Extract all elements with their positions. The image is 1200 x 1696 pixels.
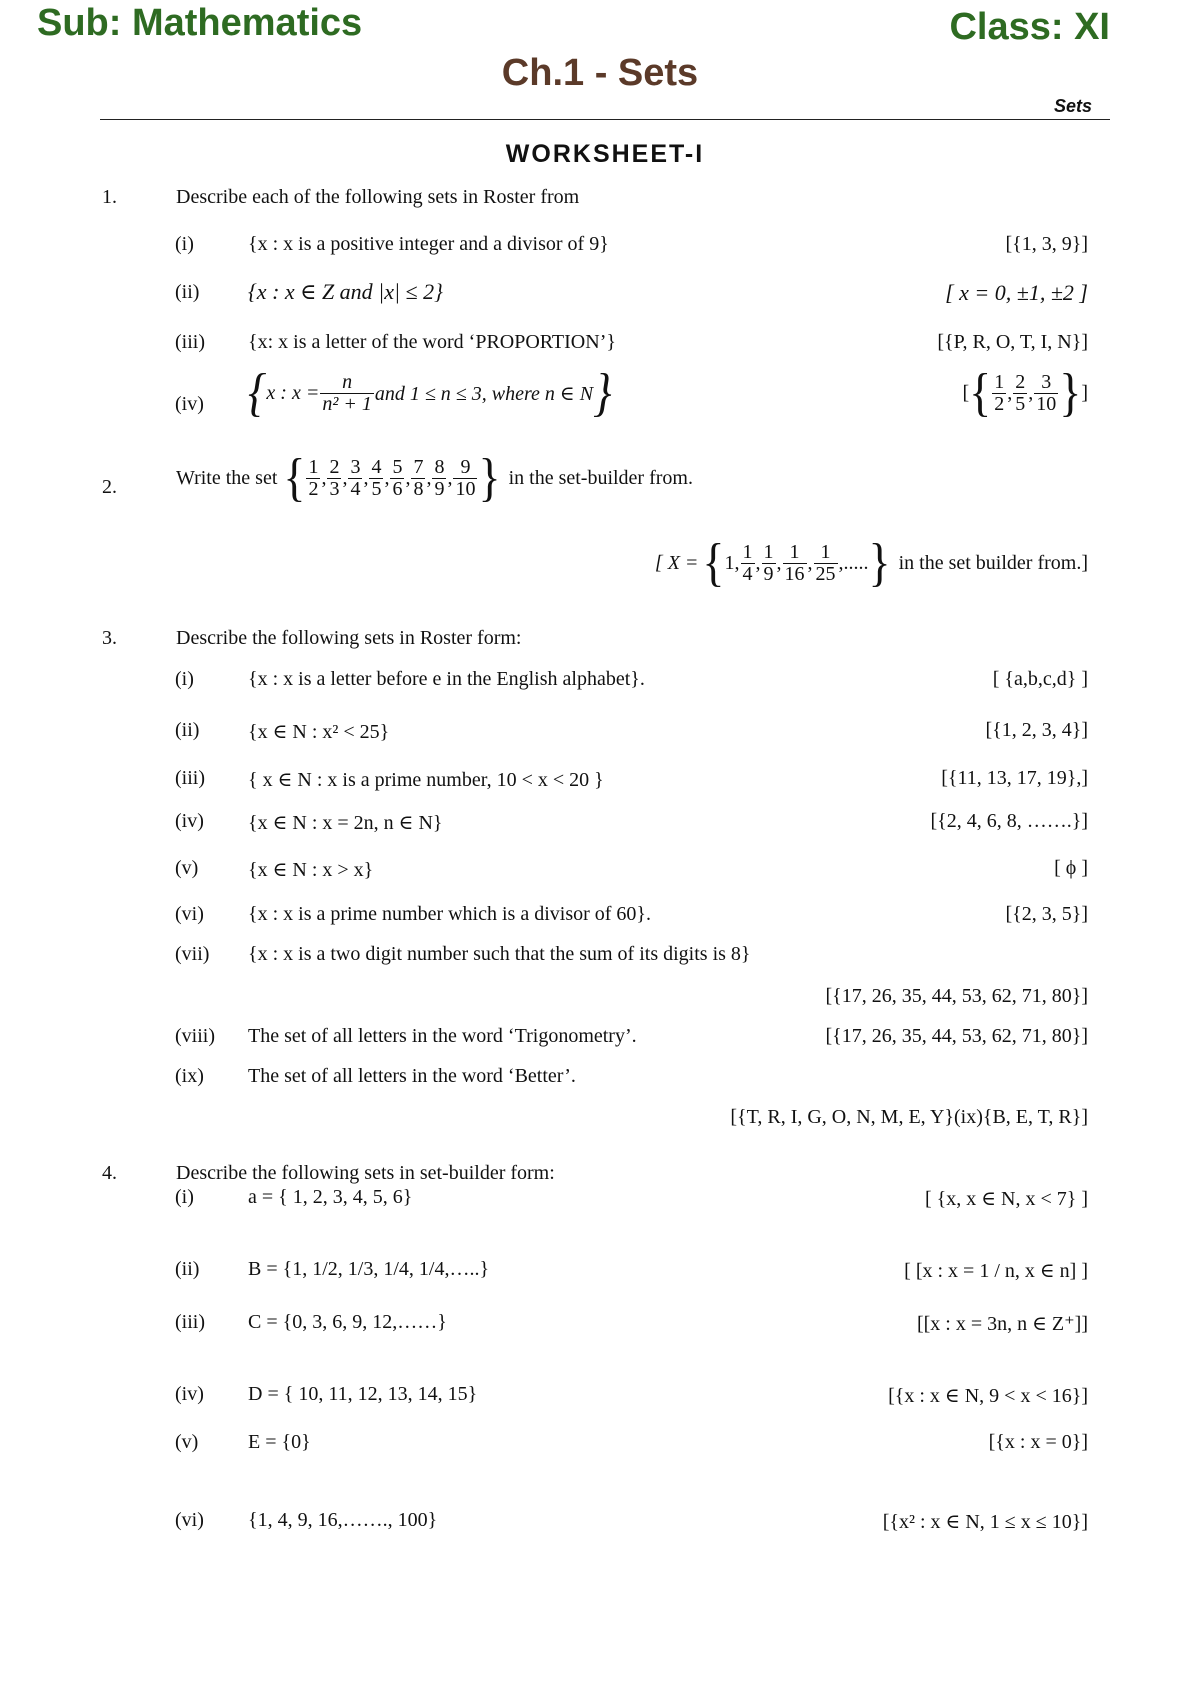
fraction: $\frac{1}{4}$ xyxy=(742,540,753,585)
q2-number: 2. xyxy=(102,476,117,498)
q3-item-answer: [{T, R, I, G, O, N, M, E, Y}(ix){B, E, T, R}] xyxy=(730,1106,1088,1128)
q3-number: 3. xyxy=(102,627,117,649)
q3-item-text: {x : x is a two digit number such that the sum of its digits is 8} xyxy=(248,943,751,965)
q1-item-answer: [{P, R, O, T, I, N}] xyxy=(937,331,1088,353)
fraction: $\frac{1}{16}$ xyxy=(784,540,805,585)
fraction: $\frac{5}{6}$ xyxy=(392,455,403,500)
q4-item-label: (iv) xyxy=(175,1383,204,1405)
q4-item-text: E = {0} xyxy=(248,1431,311,1453)
q1-item-answer: [{1, 3, 9}] xyxy=(1005,233,1088,255)
q4-item-answer: [{x : x ∈ N, 9 < x < 16}] xyxy=(888,1385,1088,1407)
q3-item-label: (iv) xyxy=(175,810,204,832)
q1-item-label: (ii) xyxy=(175,281,200,303)
q2-text-b: in the set-builder from. xyxy=(508,466,693,489)
q1-number: 1. xyxy=(102,186,117,208)
q3-item-label: (vi) xyxy=(175,903,204,925)
q4-item-text: D = { 10, 11, 12, 13, 14, 15} xyxy=(248,1383,478,1405)
q4-item-label: (ii) xyxy=(175,1258,200,1280)
q3-item-answer: [{1, 2, 3, 4}] xyxy=(985,719,1088,741)
q1-iv-text-b: and 1 ≤ n ≤ 3, where n ∈ N xyxy=(374,382,594,405)
q2-answer-tail: ,..... xyxy=(838,551,869,574)
running-title: Sets xyxy=(1053,96,1092,116)
q3-item-text: {x ∈ N : x² < 25} xyxy=(248,721,390,743)
fraction: $\frac{4}{5}$ xyxy=(371,455,382,500)
q3-item-label: (ii) xyxy=(175,719,200,741)
q3-item-text: The set of all letters in the word ‘Better’. xyxy=(248,1065,576,1087)
q3-item-answer: [{17, 26, 35, 44, 53, 62, 71, 80}] xyxy=(825,985,1088,1007)
q4-item-label: (iii) xyxy=(175,1311,205,1333)
chapter-title: Ch.1 - Sets xyxy=(501,52,699,94)
q4-number: 4. xyxy=(102,1162,117,1184)
subject-heading: Sub: Mathematics xyxy=(37,2,363,44)
q4-text: Describe the following sets in set-builder form: xyxy=(176,1162,555,1184)
q4-item-label: (i) xyxy=(175,1186,194,1208)
q3-item-text: {x : x is a prime number which is a divisor of 60}. xyxy=(248,903,652,925)
q3-item-answer: [ ϕ ] xyxy=(1054,857,1088,879)
q4-item-text: B = {1, 1/2, 1/3, 1/4, 1/4,…..} xyxy=(248,1258,490,1280)
q4-item-answer: [{x : x = 0}] xyxy=(988,1431,1088,1453)
q1-item-text: {x: x is a letter of the word ‘PROPORTION’} xyxy=(248,331,616,353)
q3-item-text: {x ∈ N : x = 2n, n ∈ N} xyxy=(248,812,443,834)
q3-item-text: { x ∈ N : x is a prime number, 10 < x < 20 } xyxy=(248,769,604,791)
q1-item-label: (i) xyxy=(175,233,194,255)
fraction: $\frac{1}{25}$ xyxy=(815,540,836,585)
q3-item-label: (v) xyxy=(175,857,199,879)
q2-answer-first: 1, xyxy=(724,551,740,574)
q4-item-label: (v) xyxy=(175,1431,199,1453)
q2-answer: [ X = { 1, $\frac{1}{4}$ , $\frac{1}{9}$ , $\frac{1}{16}$ , $\frac{1}{25}$ ,..... } in the set builder from.] xyxy=(654,533,1088,592)
q1-item-iv-answer: [ { $\frac{1}{2}$ , $\frac{2}{5}$ , $\frac{3}{10}$ } ] xyxy=(962,363,1088,422)
q3-item-answer: [{17, 26, 35, 44, 53, 62, 71, 80}] xyxy=(825,1025,1088,1047)
q1-iv-text-a: x : x = xyxy=(266,381,320,404)
worksheet-title: WORKSHEET-I xyxy=(505,140,705,168)
right-brace: } xyxy=(593,363,612,422)
q1-text: Describe each of the following sets in Roster from xyxy=(176,186,580,208)
q4-item-answer: [ [x : x = 1 / n, x ∈ n] ] xyxy=(904,1260,1088,1282)
q4-item-text: {1, 4, 9, 16,……., 100} xyxy=(248,1509,438,1531)
fraction: $\frac{1}{2}$ xyxy=(308,455,319,500)
q4-item-answer: [[x : x = 3n, n ∈ Z⁺]] xyxy=(916,1313,1088,1335)
q4-item-text: C = {0, 3, 6, 9, 12,……} xyxy=(248,1311,447,1333)
q1-item-label: (iii) xyxy=(175,331,205,353)
q3-item-label: (i) xyxy=(175,668,194,690)
fraction xyxy=(320,372,374,415)
q4-item-answer: [{x² : x ∈ N, 1 ≤ x ≤ 10}] xyxy=(882,1511,1088,1533)
fraction: $\frac{2}{3}$ xyxy=(329,455,340,500)
fraction: $\frac{9}{10}$ xyxy=(455,455,476,500)
q3-item-answer: [{2, 4, 6, 8, …….}] xyxy=(930,810,1088,832)
q4-item-answer: [ {x, x ∈ N, x < 7} ] xyxy=(924,1188,1088,1210)
q3-item-answer: [{2, 3, 5}] xyxy=(1005,903,1088,925)
q2-text-a: Write the set xyxy=(176,466,278,489)
q2-answer-set: $\frac{1}{4}$ , $\frac{1}{9}$ , $\frac{1}{16}$ , $\frac{1}{25}$ xyxy=(742,540,836,585)
q1-item-text: {x : x is a positive integer and a divisor of 9} xyxy=(248,233,609,255)
numerator: n xyxy=(342,370,353,393)
q1-item-iv-expression xyxy=(248,363,612,422)
q3-item-text: The set of all letters in the word ‘Trigonometry’. xyxy=(248,1025,637,1047)
q2-text: Write the set { $\frac{1}{2}$ , $\frac{2}{3}$ , $\frac{3}{4}$ , $\frac{4}{5}$ , $\frac{5}{6}$ , $\frac{7}{8}$ , $\frac{8}{9}$ , $\frac{9}{10}$ } in the set-builder from. xyxy=(176,448,693,507)
denominator: n² + 1 xyxy=(322,392,372,415)
q3-item-text: {x ∈ N : x > x} xyxy=(248,859,374,881)
q3-item-answer: [{11, 13, 17, 19},] xyxy=(941,767,1088,789)
q3-item-answer: [ {a,b,c,d} ] xyxy=(992,668,1088,690)
q1-item-text: {x : x ∈ Z and |x| ≤ 2} xyxy=(248,279,443,304)
class-heading: Class: XI xyxy=(949,6,1110,48)
q3-text: Describe the following sets in Roster form: xyxy=(176,627,522,649)
q1-item-answer: [ x = 0, ±1, ±2 ] xyxy=(945,280,1088,305)
q3-item-label: (vii) xyxy=(175,943,210,965)
q3-item-text: {x : x is a letter before e in the English alphabet}. xyxy=(248,668,645,690)
header-rule xyxy=(100,119,1110,120)
fraction: $\frac{1}{9}$ xyxy=(763,540,774,585)
fraction: $\frac{8}{9}$ xyxy=(434,455,445,500)
q2-answer-a: [ X = xyxy=(654,551,699,574)
q2-fraction-set: $\frac{1}{2}$ , $\frac{2}{3}$ , $\frac{3}{4}$ , $\frac{4}{5}$ , $\frac{5}{6}$ , $\frac{7}{8}$ , $\frac{8}{9}$ , $\frac{9}{10}$ xyxy=(308,455,476,500)
fraction: $\frac{3}{4}$ xyxy=(350,455,361,500)
q3-item-label: (ix) xyxy=(175,1065,204,1087)
left-brace: { xyxy=(248,363,267,422)
fraction: $\frac{7}{8}$ xyxy=(413,455,424,500)
q4-item-text: a = { 1, 2, 3, 4, 5, 6} xyxy=(248,1186,413,1208)
q1-item-label: (iv) xyxy=(175,393,204,415)
q3-item-label: (viii) xyxy=(175,1025,215,1047)
q4-item-label: (vi) xyxy=(175,1509,204,1531)
q2-answer-b: in the set builder from.] xyxy=(898,551,1088,574)
q3-item-label: (iii) xyxy=(175,767,205,789)
